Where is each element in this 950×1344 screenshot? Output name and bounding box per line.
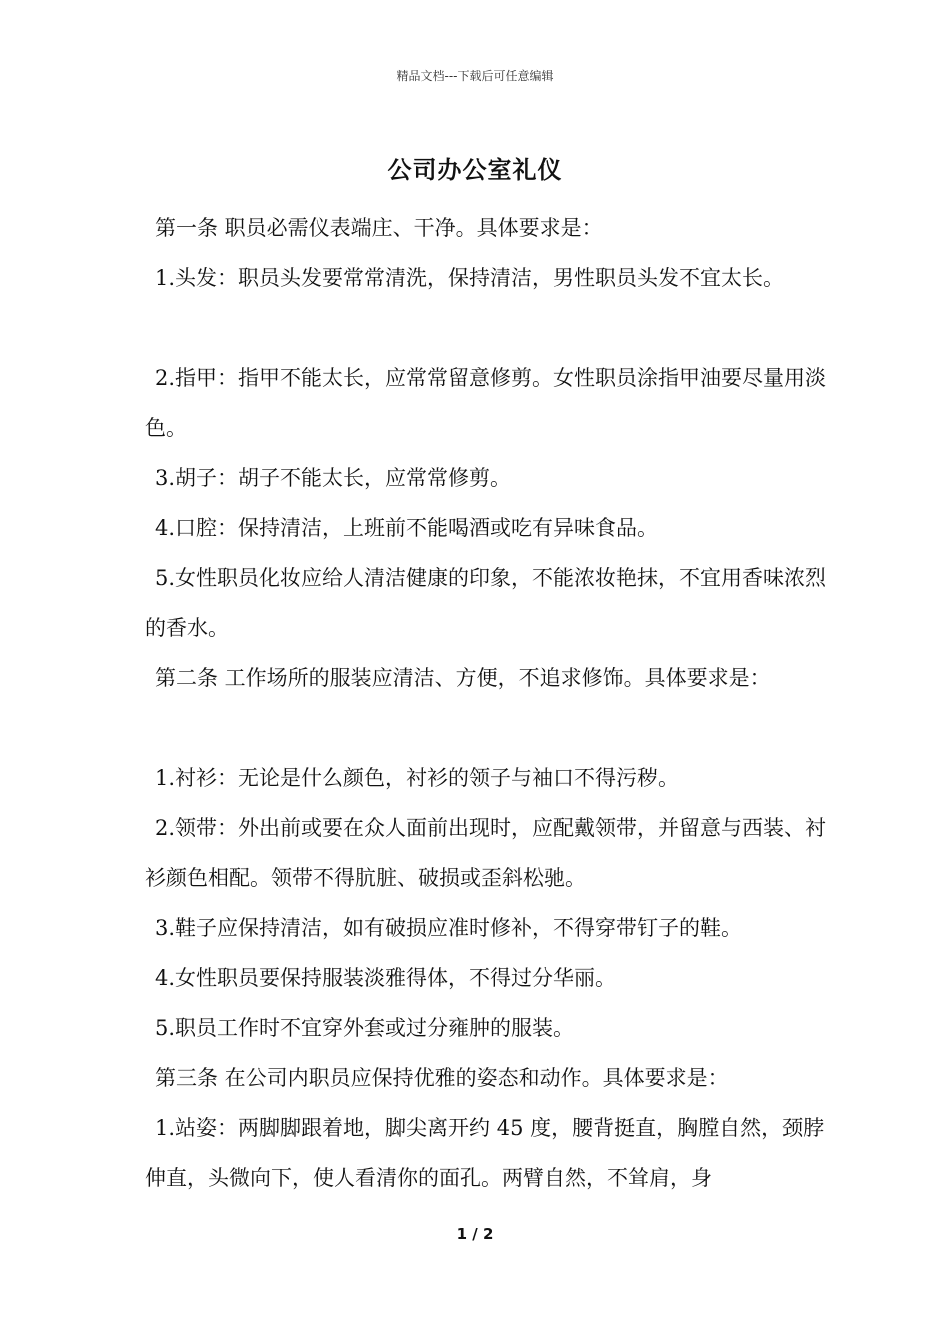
- article-1-item-4: 4.口腔：保持清洁，上班前不能喝酒或吃有异味食品。: [155, 516, 659, 540]
- article-1-item-2: 2.指甲：指甲不能太长，应常常留意修剪。女性职员涂指甲油要尽量用淡色。: [145, 366, 827, 440]
- page-header: 精品文档---下载后可任意编辑: [396, 69, 554, 83]
- article-2-heading: 第二条 工作场所的服装应清洁、方便，不追求修饰。具体要求是：: [155, 666, 771, 690]
- article-1-item-3: 3.胡子：胡子不能太长，应常常修剪。: [155, 466, 512, 490]
- article-3-heading: 第三条 在公司内职员应保持优雅的姿态和动作。具体要求是：: [155, 1066, 729, 1090]
- article-1-item-1: 1.头发：职员头发要常常清洗，保持清洁，男性职员头发不宜太长。: [155, 266, 785, 290]
- article-2-item-3: 3.鞋子应保持清洁，如有破损应准时修补，不得穿带钉子的鞋。: [155, 916, 743, 940]
- article-1-heading: 第一条 职员必需仪表端庄、干净。具体要求是：: [155, 216, 603, 240]
- article-2-item-2: 2.领带：外出前或要在众人面前出现时，应配戴领带，并留意与西装、衬衫颜色相配。领带不得肮脏、破损或歪斜松驰。: [145, 816, 827, 890]
- document-body: [145, 203, 835, 1203]
- document-title: 公司办公室礼仪: [387, 155, 563, 184]
- article-2-item-1: 1.衬衫：无论是什么颜色，衬衫的领子与袖口不得污秽。: [155, 766, 680, 790]
- article-2-item-5: 5.职员工作时不宜穿外套或过分雍肿的服装。: [155, 1016, 575, 1040]
- article-1-item-5: 5.女性职员化妆应给人清洁健康的印象，不能浓妆艳抹，不宜用香味浓烈的香水。: [145, 566, 827, 640]
- article-3-item-1: 1.站姿：两脚脚跟着地，脚尖离开约 45 度，腰背挺直，胸膛自然，颈脖伸直，头微向下，使人看清你的面孔。两臂自然，不耸肩，身: [145, 1116, 825, 1190]
- article-2-item-4: 4.女性职员要保持服装淡雅得体，不得过分华丽。: [155, 966, 617, 990]
- page-number: 1 / 2: [456, 1225, 494, 1243]
